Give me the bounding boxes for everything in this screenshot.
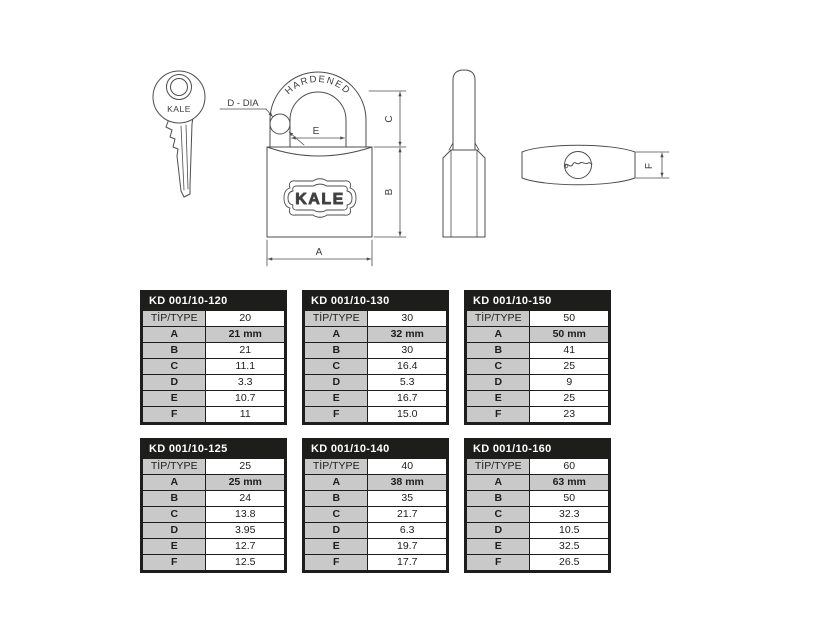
spec-value-cell: 40 bbox=[368, 459, 447, 475]
table-row bbox=[143, 539, 285, 555]
table-row bbox=[467, 539, 609, 555]
spec-label-cell: E bbox=[143, 391, 206, 407]
spec-table bbox=[140, 438, 287, 573]
table-row bbox=[305, 459, 447, 475]
spec-value-cell: 38 mm bbox=[368, 475, 447, 491]
table-row bbox=[305, 555, 447, 571]
spec-value-cell: 30 bbox=[368, 343, 447, 359]
spec-label-cell: C bbox=[467, 359, 530, 375]
brand-plaque bbox=[284, 179, 356, 218]
spec-value-cell: 19.7 bbox=[368, 539, 447, 555]
spec-label-cell: C bbox=[143, 359, 206, 375]
key-blade bbox=[166, 117, 193, 197]
spec-value-cell: 25 bbox=[206, 459, 285, 475]
spec-label-cell: A bbox=[467, 475, 530, 491]
table-row bbox=[143, 359, 285, 375]
spec-value-cell: 32.5 bbox=[530, 539, 609, 555]
spec-label-cell: E bbox=[143, 539, 206, 555]
spec-label-cell: C bbox=[467, 507, 530, 523]
spec-label-cell: A bbox=[143, 327, 206, 343]
spec-value-cell: 11 bbox=[206, 407, 285, 423]
spec-value-cell: 16.4 bbox=[368, 359, 447, 375]
table-row bbox=[305, 327, 447, 343]
spec-value-cell: 9 bbox=[530, 375, 609, 391]
table-row bbox=[143, 375, 285, 391]
table-row bbox=[305, 311, 447, 327]
dia-dimension-label: D - DIA bbox=[227, 98, 259, 109]
spec-table bbox=[302, 438, 449, 573]
table-row bbox=[467, 475, 609, 491]
table-row bbox=[143, 311, 285, 327]
dim-f-label: F bbox=[644, 162, 655, 170]
table-row bbox=[467, 523, 609, 539]
spec-value-cell: 16.7 bbox=[368, 391, 447, 407]
padlock-front-view bbox=[267, 72, 372, 237]
table-row bbox=[467, 327, 609, 343]
spec-value-cell: 13.8 bbox=[206, 507, 285, 523]
key-brand-label: KALE bbox=[167, 104, 191, 114]
table-row bbox=[305, 343, 447, 359]
model-header: KD 001/10-160 bbox=[466, 440, 609, 458]
table-row bbox=[467, 555, 609, 571]
table-row bbox=[467, 343, 609, 359]
spec-tables bbox=[140, 290, 611, 573]
table-row bbox=[305, 359, 447, 375]
spec-grid bbox=[304, 458, 447, 571]
table-row bbox=[305, 475, 447, 491]
spec-value-cell: 50 mm bbox=[530, 327, 609, 343]
dim-c-label: C bbox=[384, 115, 395, 123]
spec-label-cell: F bbox=[305, 407, 368, 423]
table-row bbox=[143, 459, 285, 475]
spec-value-cell: 20 bbox=[206, 311, 285, 327]
spec-value-cell: 35 bbox=[368, 491, 447, 507]
table-row bbox=[143, 491, 285, 507]
spec-value-cell: 10.7 bbox=[206, 391, 285, 407]
padlock-side-view bbox=[443, 70, 485, 237]
spec-value-cell: 50 bbox=[530, 311, 609, 327]
spec-label-cell: A bbox=[467, 327, 530, 343]
spec-label-cell: E bbox=[467, 539, 530, 555]
spec-value-cell: 3.3 bbox=[206, 375, 285, 391]
table-row bbox=[143, 475, 285, 491]
spec-label-cell: A bbox=[305, 327, 368, 343]
table-row bbox=[143, 327, 285, 343]
table-row bbox=[467, 391, 609, 407]
spec-label-cell: A bbox=[143, 475, 206, 491]
spec-table bbox=[140, 290, 287, 425]
spec-value-cell: 17.7 bbox=[368, 555, 447, 571]
table-row bbox=[305, 375, 447, 391]
table-row bbox=[467, 311, 609, 327]
spec-label-cell: TİP/TYPE bbox=[143, 311, 206, 327]
spec-value-cell: 23 bbox=[530, 407, 609, 423]
table-row bbox=[143, 507, 285, 523]
table-row bbox=[467, 359, 609, 375]
spec-value-cell: 30 bbox=[368, 311, 447, 327]
spec-grid bbox=[466, 458, 609, 571]
spec-label-cell: B bbox=[305, 491, 368, 507]
dim-b-label: B bbox=[384, 188, 395, 196]
technical-drawing bbox=[0, 0, 827, 290]
table-row bbox=[305, 491, 447, 507]
spec-label-cell: D bbox=[305, 375, 368, 391]
spec-value-cell: 15.0 bbox=[368, 407, 447, 423]
spec-value-cell: 12.7 bbox=[206, 539, 285, 555]
spec-value-cell: 41 bbox=[530, 343, 609, 359]
spec-value-cell: 26.5 bbox=[530, 555, 609, 571]
table-row bbox=[143, 391, 285, 407]
model-header: KD 001/10-125 bbox=[142, 440, 285, 458]
table-row bbox=[467, 491, 609, 507]
table-row bbox=[305, 507, 447, 523]
spec-label-cell: B bbox=[467, 343, 530, 359]
table-row bbox=[467, 459, 609, 475]
spec-label-cell: F bbox=[467, 407, 530, 423]
spec-label-cell: B bbox=[143, 491, 206, 507]
spec-value-cell: 21 bbox=[206, 343, 285, 359]
hardened-label: HARDENED bbox=[283, 73, 353, 98]
spec-label-cell: TİP/TYPE bbox=[305, 459, 368, 475]
table-row bbox=[467, 407, 609, 423]
padlock-top-view bbox=[522, 145, 669, 185]
spec-label-cell: E bbox=[305, 539, 368, 555]
spec-label-cell: C bbox=[143, 507, 206, 523]
table-row bbox=[467, 375, 609, 391]
spec-label-cell: B bbox=[143, 343, 206, 359]
spec-value-cell: 60 bbox=[530, 459, 609, 475]
spec-label-cell: D bbox=[143, 523, 206, 539]
spec-label-cell: TİP/TYPE bbox=[305, 311, 368, 327]
spec-label-cell: A bbox=[305, 475, 368, 491]
spec-label-cell: C bbox=[305, 507, 368, 523]
spec-label-cell: D bbox=[143, 375, 206, 391]
spec-label-cell: D bbox=[467, 375, 530, 391]
spec-value-cell: 6.3 bbox=[368, 523, 447, 539]
table-row bbox=[467, 507, 609, 523]
spec-label-cell: C bbox=[305, 359, 368, 375]
spec-grid bbox=[142, 310, 285, 423]
spec-table bbox=[464, 438, 611, 573]
spec-label-cell: E bbox=[305, 391, 368, 407]
spec-value-cell: 32.3 bbox=[530, 507, 609, 523]
model-header: KD 001/10-120 bbox=[142, 292, 285, 310]
spec-value-cell: 11.1 bbox=[206, 359, 285, 375]
spec-grid bbox=[142, 458, 285, 571]
table-row bbox=[305, 407, 447, 423]
model-header: KD 001/10-130 bbox=[304, 292, 447, 310]
spec-value-cell: 24 bbox=[206, 491, 285, 507]
spec-grid bbox=[466, 310, 609, 423]
table-row bbox=[305, 391, 447, 407]
spec-value-cell: 25 bbox=[530, 391, 609, 407]
spec-label-cell: F bbox=[467, 555, 530, 571]
spec-table bbox=[464, 290, 611, 425]
spec-label-cell: TİP/TYPE bbox=[467, 459, 530, 475]
model-header: KD 001/10-150 bbox=[466, 292, 609, 310]
spec-grid bbox=[304, 310, 447, 423]
spec-label-cell: F bbox=[143, 407, 206, 423]
spec-label-cell: TİP/TYPE bbox=[143, 459, 206, 475]
spec-value-cell: 25 mm bbox=[206, 475, 285, 491]
key-drawing bbox=[153, 71, 205, 197]
spec-label-cell: E bbox=[467, 391, 530, 407]
shackle-diameter-circle bbox=[270, 114, 290, 134]
table-row bbox=[143, 555, 285, 571]
table-row bbox=[143, 523, 285, 539]
spec-value-cell: 5.3 bbox=[368, 375, 447, 391]
spec-label-cell: F bbox=[305, 555, 368, 571]
dim-e-label: E bbox=[312, 126, 320, 137]
spec-value-cell: 12.5 bbox=[206, 555, 285, 571]
table-row bbox=[305, 523, 447, 539]
spec-value-cell: 3.95 bbox=[206, 523, 285, 539]
table-row bbox=[143, 407, 285, 423]
spec-value-cell: 50 bbox=[530, 491, 609, 507]
model-header: KD 001/10-140 bbox=[304, 440, 447, 458]
dim-a-label: A bbox=[315, 247, 323, 258]
spec-label-cell: B bbox=[305, 343, 368, 359]
table-row bbox=[305, 539, 447, 555]
spec-value-cell: 63 mm bbox=[530, 475, 609, 491]
spec-value-cell: 32 mm bbox=[368, 327, 447, 343]
spec-label-cell: TİP/TYPE bbox=[467, 311, 530, 327]
spec-value-cell: 25 bbox=[530, 359, 609, 375]
spec-label-cell: D bbox=[467, 523, 530, 539]
spec-table bbox=[302, 290, 449, 425]
spec-value-cell: 10.5 bbox=[530, 523, 609, 539]
spec-label-cell: B bbox=[467, 491, 530, 507]
spec-value-cell: 21.7 bbox=[368, 507, 447, 523]
spec-value-cell: 21 mm bbox=[206, 327, 285, 343]
table-row bbox=[143, 343, 285, 359]
spec-label-cell: D bbox=[305, 523, 368, 539]
brand-logo-text: KALE bbox=[295, 191, 345, 208]
spec-label-cell: F bbox=[143, 555, 206, 571]
